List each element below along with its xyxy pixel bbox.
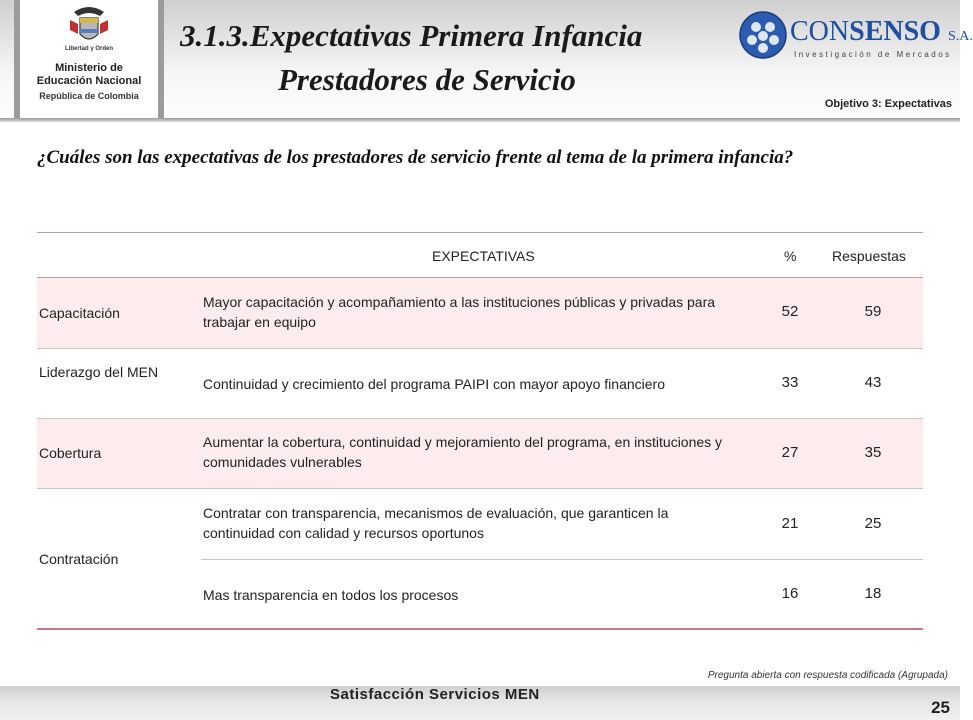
ministry-name-line1: Ministerio de [55,62,123,74]
row-divider-3 [37,488,923,489]
header-percent: % [784,248,797,264]
percent-row-4: 21 [781,515,799,532]
row-divider-1 [37,348,923,349]
table-top-border [37,232,923,233]
responses-row-5: 18 [864,585,882,602]
header-divider [0,118,960,122]
category-cobertura: Cobertura [39,445,102,461]
description-row-2: Continuidad y crecimiento del programa PAIPI con mayor apoyo financiero [203,376,665,392]
responses-row-2: 43 [864,374,882,391]
consenso-logo [738,6,973,68]
title-line-2: Prestadores de Servicio [278,62,576,97]
description-row-1: Mayor capacitación y acompañamiento a las instituciones públicas y privadas para trabajar en equipo [203,294,716,330]
responses-row-4: 25 [864,515,882,532]
consenso-name-senso: SENSO [849,16,941,47]
consenso-tagline: Investigación de Mercados [794,50,952,59]
percent-row-1: 52 [781,303,799,320]
slide-title [180,0,740,118]
ministry-country: República de Colombia [39,91,139,101]
description-row-4: Contratar con transparencia, mecanismos de evaluación, que garanticen la continuidad con calidad y recursos oportunos [203,505,669,541]
objective-label: Objetivo 3: Expectativas [824,98,952,110]
consenso-name [790,16,973,48]
consenso-globe-icon [738,10,788,60]
percent-row-3: 27 [781,444,799,461]
footer-title: Satisfacción Servicios MEN [330,686,540,703]
description-row-5: Mas transparencia en todos los procesos [203,587,459,603]
footnote: Pregunta abierta con respuesta codificada (Agrupada) [707,670,948,681]
category-capacitacion: Capacitación [39,305,120,321]
coat-of-arms-icon [66,4,112,48]
consenso-name-con: CON [790,16,850,47]
header-expectativas: EXPECTATIVAS [432,248,535,264]
page-number: 25 [931,698,950,717]
header-bottom-border [37,277,923,278]
row-divider-2 [37,418,923,419]
ministry-name-line2: Educación Nacional [36,75,142,87]
description-row-3: Aumentar la cobertura, continuidad y mejoramiento del programa, en instituciones y comunidades vulnerables [203,434,723,470]
category-contratacion: Contratación [39,551,119,567]
expectations-table [37,232,923,630]
percent-row-5: 16 [781,585,799,602]
category-liderazgo: Liderazgo del MEN [39,364,159,380]
ministry-logo [14,0,164,118]
ministry-name [20,62,158,88]
title-line-1: 3.1.3.Expectativas Primera Infancia [180,18,643,53]
percent-row-2: 33 [781,374,799,391]
table-bottom-border [37,628,923,630]
responses-row-1: 59 [864,303,882,320]
question-text: ¿Cuáles son las expectativas de los prestadores de servicio frente al tema de la primera infancia? [37,147,794,168]
header-responses: Respuestas [832,248,906,264]
row-divider-4 [201,559,923,560]
responses-row-3: 35 [864,444,882,461]
logo-motto: Libertad y Orden [64,46,113,52]
consenso-suffix: S.A. [947,29,973,44]
